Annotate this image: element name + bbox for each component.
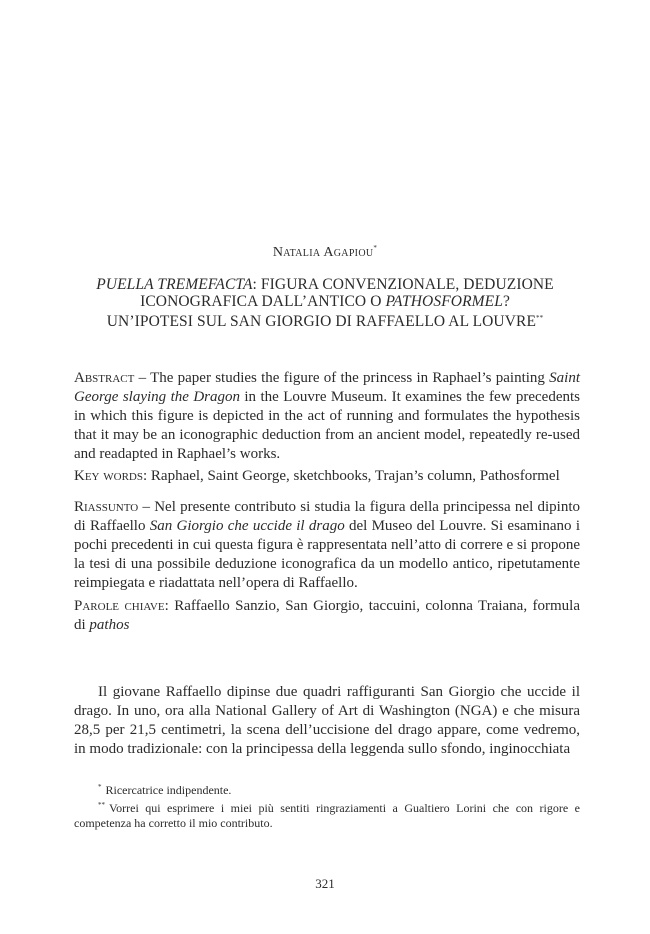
page-number: 321 [315, 876, 335, 891]
footnote-1-text: Ricercatrice indipendente. [105, 783, 232, 797]
footnote-1-mark: * [98, 783, 102, 791]
footnote-1 [74, 780, 580, 798]
abstract-text-end: in the Louvre Museum. It examines the few precedents in which this figure is depicted in the act of running and formulates the hypothesis that it may be an iconographic deduction from an ancient model, repeatedly re-used and readapted in Raphael’s works. [74, 389, 580, 462]
title-line-3-text: UN’IPOTESI SUL SAN GIORGIO DI RAFFAELLO AL LOUVRE [106, 313, 537, 330]
footnote-2 [74, 798, 580, 831]
riassunto [74, 498, 580, 593]
riassunto-painting-title: San Giorgio che uccide il drago [149, 518, 345, 534]
title-line-3 [70, 310, 580, 330]
riassunto-text-end: del Museo del Louvre. Si esaminano i pochi precedenti in cui questa figura è rappresentata nell’atto di correre e si propone la tesi di una possibile deduzione iconografica da un modello antico, ripetutamente reimpiegata e riadattata nell’opera di Raffaello. [74, 518, 580, 591]
abstract-label: Abstract [74, 370, 135, 386]
title-line-2 [70, 293, 580, 310]
article-title [70, 276, 580, 330]
keywords-label: Key words [74, 468, 143, 484]
parole-chiave [74, 597, 580, 635]
title-italic-pathosformel: PATHOSFORMEL [385, 293, 503, 310]
title-question-mark: ? [502, 293, 510, 310]
abstract-separator: – [134, 370, 151, 386]
title-line-1 [70, 276, 580, 293]
author-line [0, 244, 650, 261]
abstract [74, 369, 580, 464]
riassunto-separator: – [138, 499, 155, 515]
title-footnote-mark: ** [536, 314, 544, 322]
riassunto-label: Riassunto [74, 499, 139, 515]
footnotes [74, 780, 580, 831]
abstract-text-start: The paper studies the figure of the princess in Raphael’s painting [150, 370, 550, 386]
keywords [74, 467, 580, 486]
parole-chiave-label: Parole chiave [74, 598, 165, 614]
body-paragraph: Il giovane Raffaello dipinse due quadri raffiguranti San Giorgio che uccide il drago. In uno, ora alla National Gallery of Art di Washington (NGA) e che misura 28,5 per 21,5 centimetri, la scena dell’uccisione del drago appare, come vedremo, in modo tradizionale: con la principessa della leggenda sullo sfondo, inginocchiata [74, 684, 580, 757]
riassunto-text-start: Nel presente contributo si studia la figura della principessa nel dipinto di Raffaello [74, 499, 581, 534]
title-line-1-text: : FIGURA CONVENZIONALE, DEDUZIONE [252, 276, 554, 293]
parole-chiave-text: : Raffaello Sanzio, San Giorgio, taccuini, colonna Traiana, formula di [74, 598, 581, 633]
footnote-2-text: Vorrei qui esprimere i miei più sentiti ringraziamenti a Gualtiero Lorini che con rigore e competenza ha corretto il mio contributo. [74, 801, 580, 830]
author-name: Natalia Agapiou [272, 245, 374, 260]
author-footnote-mark: * [373, 244, 378, 252]
footnote-2-mark: ** [98, 801, 105, 809]
abstract-painting-title: Saint George slaying the Dragon [74, 370, 581, 405]
title-italic-phrase: PUELLA TREMEFACTA [96, 276, 253, 293]
title-line-2-text: ICONOGRAFICA DALL’ANTICO O [140, 293, 386, 310]
parole-chiave-italic: pathos [89, 617, 130, 633]
keywords-text: : Raphael, Saint George, sketchbooks, Trajan’s column, Pathosformel [142, 468, 560, 484]
